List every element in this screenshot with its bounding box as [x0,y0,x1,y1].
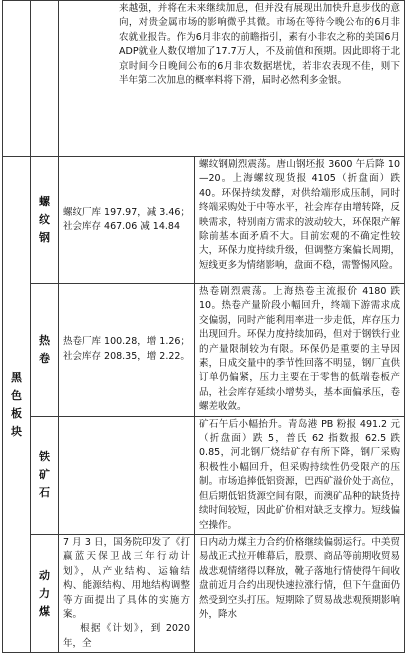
coal-text: 日内动力煤主力合约价格继续偏弱运行。中美贸易战正式拉开帷幕后，股票、商品等前期收贸易战悲观情绪得以释放，靴子落地行情使得午间收盘前近月合约出现快速拉涨行情，但下午盘面仍然受到空头打压。短期除了贸易战悲观预期影响外，降水 [195,534,405,652]
ironore-name: 铁矿石 [39,450,50,500]
rebar-name: 螺纹钢 [39,195,50,244]
category-label: 黑色板块 [11,370,22,438]
rebar-text: 螺纹钢剧烈震荡。唐山钢坯报 3600 午后降 10—20。上海螺纹现货报 4105（折盘面）跌 40。环保持续发酵，对供给端形成压制，同时终端采购处于中等水平，社会库存由增转降，反映需求，特别南方需求的波动较大，环保限产解除前基本面矛盾不大。目前宏观的不确定性较大，环保力度持续升级，但调整方案偏长周期，短线更多为情绪影响，盘面不稳，需警惕风险。 [195,157,405,284]
hotcoil-row [3,284,405,417]
rebar-data: 螺纹厂库 197.97，减 3.46；社会库存 467.06 减 14.84 [59,157,195,284]
rebar-name-cell [31,157,59,284]
coal-name: 动力煤 [39,568,50,618]
coal-row [3,534,405,652]
ironore-row [3,416,405,534]
category-cell [3,157,31,653]
macro-text: 来越强，并将在未来继续加息，但并没有展现出加快升息步伐的意向，对贵金属市场的影响微乎其微。市场在等待今晚公布的6月非农就业报告。作为6月非农的前瞻指引，素有小非农之称的美国6月ADP就业人数仅增加了17.7万人，不及前值和预期。因此即将于北京时间今日晚间公布的6月非农数据堪忧，若非农表现不佳，则下半年第二次加息的概率料将下滑，届时必然利多金银。 [59,1,405,157]
ironore-name-cell [31,416,59,534]
coal-name-cell [31,534,59,652]
commodity-table [2,0,405,653]
hotcoil-text: 热卷剧烈震荡。上海热卷主流报价 4180 跌 10。热卷产量阶段小幅回升，终端下游需求成交偏弱，同时产能利用率进一步走低，库存压力出现回升。环保力度持续加码，但对于钢铁行业的产量限制较为有限。环保仍是重要的主导因素，日成交量中的季节性回落不明显，钢厂直供订单仍偏紧，压力主要在于零售的低端卷板产品，社会库存延续小增势头，基本面偏承压，卷螺差收敛。 [195,284,405,417]
hotcoil-data: 热卷厂库 100.28，增 1.26；社会库存 208.35，增 2.22。 [59,284,195,417]
hotcoil-name-cell [31,284,59,417]
coal-data: 7 月 3 日，国务院印发了《打赢蓝天保卫战三年行动计划》，从产业结构、运输结构、能源结构、用地结构调整等方面提出了具体的实施方案。 根据《计划》，到 2020 年，全 [59,534,195,652]
macro-sub-cell [31,1,59,157]
ironore-data [59,416,195,534]
macro-row [3,1,405,157]
rebar-row [3,157,405,284]
macro-cat-cell [3,1,31,157]
ironore-text: 矿石午后小幅抬升。青岛港 PB 粉报 491.2 元（折盘面）跌 5，普氏 62 指数报 62.5 跌 0.85，河北钢厂烧结矿存有所下降，钢厂采购积极性小幅回升，但采购持续性仍受限产的压制。市场追捧低铝资源，巴西矿溢价处于高位，但后期低铝货源空间有限，而澳矿品种的缺货持续时间较短，因此矿价相对缺乏支撑力。短线偏空操作。 [195,416,405,534]
hotcoil-name: 热卷 [39,333,50,365]
